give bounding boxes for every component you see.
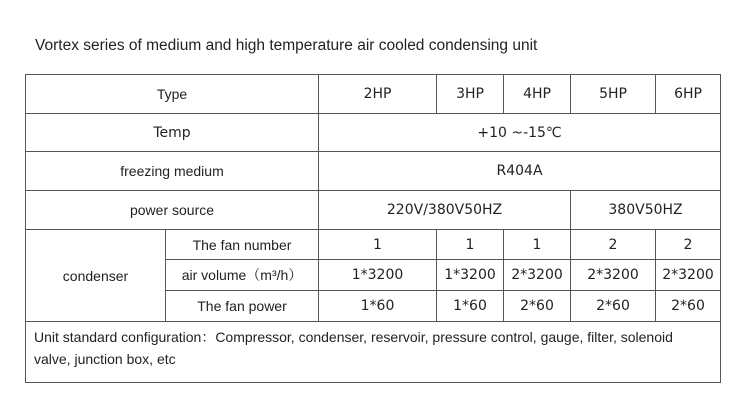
air-volume-cell: 2*3200 [656, 260, 721, 291]
temp-row [26, 114, 721, 152]
air-volume-cell: 1*3200 [319, 260, 437, 291]
fan-power-cell: 2*60 [656, 291, 721, 322]
air-volume-cell: 2*3200 [504, 260, 571, 291]
fan-power-cell: 2*60 [504, 291, 571, 322]
configuration-row [26, 322, 721, 383]
freezing-medium-value: R404A [319, 152, 721, 191]
fan-number-row [26, 230, 721, 260]
condenser-label: condenser [26, 230, 166, 322]
fan-number-cell: 2 [656, 230, 721, 260]
fan-power-cell: 1*60 [319, 291, 437, 322]
fan-number-cell: 1 [504, 230, 571, 260]
temp-value: +10 ~-15℃ [319, 114, 721, 152]
fan-power-label: The fan power [166, 291, 319, 322]
freezing-medium-row [26, 152, 721, 191]
page-title: Vortex series of medium and high temperature air cooled condensing unit [35, 37, 538, 54]
spec-table [25, 74, 721, 383]
fan-power-cell: 2*60 [571, 291, 656, 322]
model-3hp: 3HP [437, 75, 504, 114]
air-volume-cell: 2*3200 [571, 260, 656, 291]
fan-power-cell: 1*60 [437, 291, 504, 322]
air-volume-cell: 1*3200 [437, 260, 504, 291]
model-4hp: 4HP [504, 75, 571, 114]
fan-number-cell: 1 [319, 230, 437, 260]
fan-number-cell: 2 [571, 230, 656, 260]
air-volume-label: air volume（m³/h） [166, 260, 319, 291]
type-label: Type [26, 75, 319, 114]
type-row [26, 75, 721, 114]
freezing-medium-label: freezing medium [26, 152, 319, 191]
configuration-note: Unit standard configuration：Compressor, condenser, reservoir, pressure control, gauge, filter, solenoid valve, junction box, etc [26, 322, 721, 383]
power-source-label: power source [26, 191, 319, 230]
model-6hp: 6HP [656, 75, 721, 114]
power-source-value-single: 220V/380V50HZ [319, 191, 571, 230]
power-source-row [26, 191, 721, 230]
fan-number-label: The fan number [166, 230, 319, 260]
model-5hp: 5HP [571, 75, 656, 114]
power-source-value-three: 380V50HZ [571, 191, 721, 230]
temp-label: Temp [26, 114, 319, 152]
fan-number-cell: 1 [437, 230, 504, 260]
model-2hp: 2HP [319, 75, 437, 114]
